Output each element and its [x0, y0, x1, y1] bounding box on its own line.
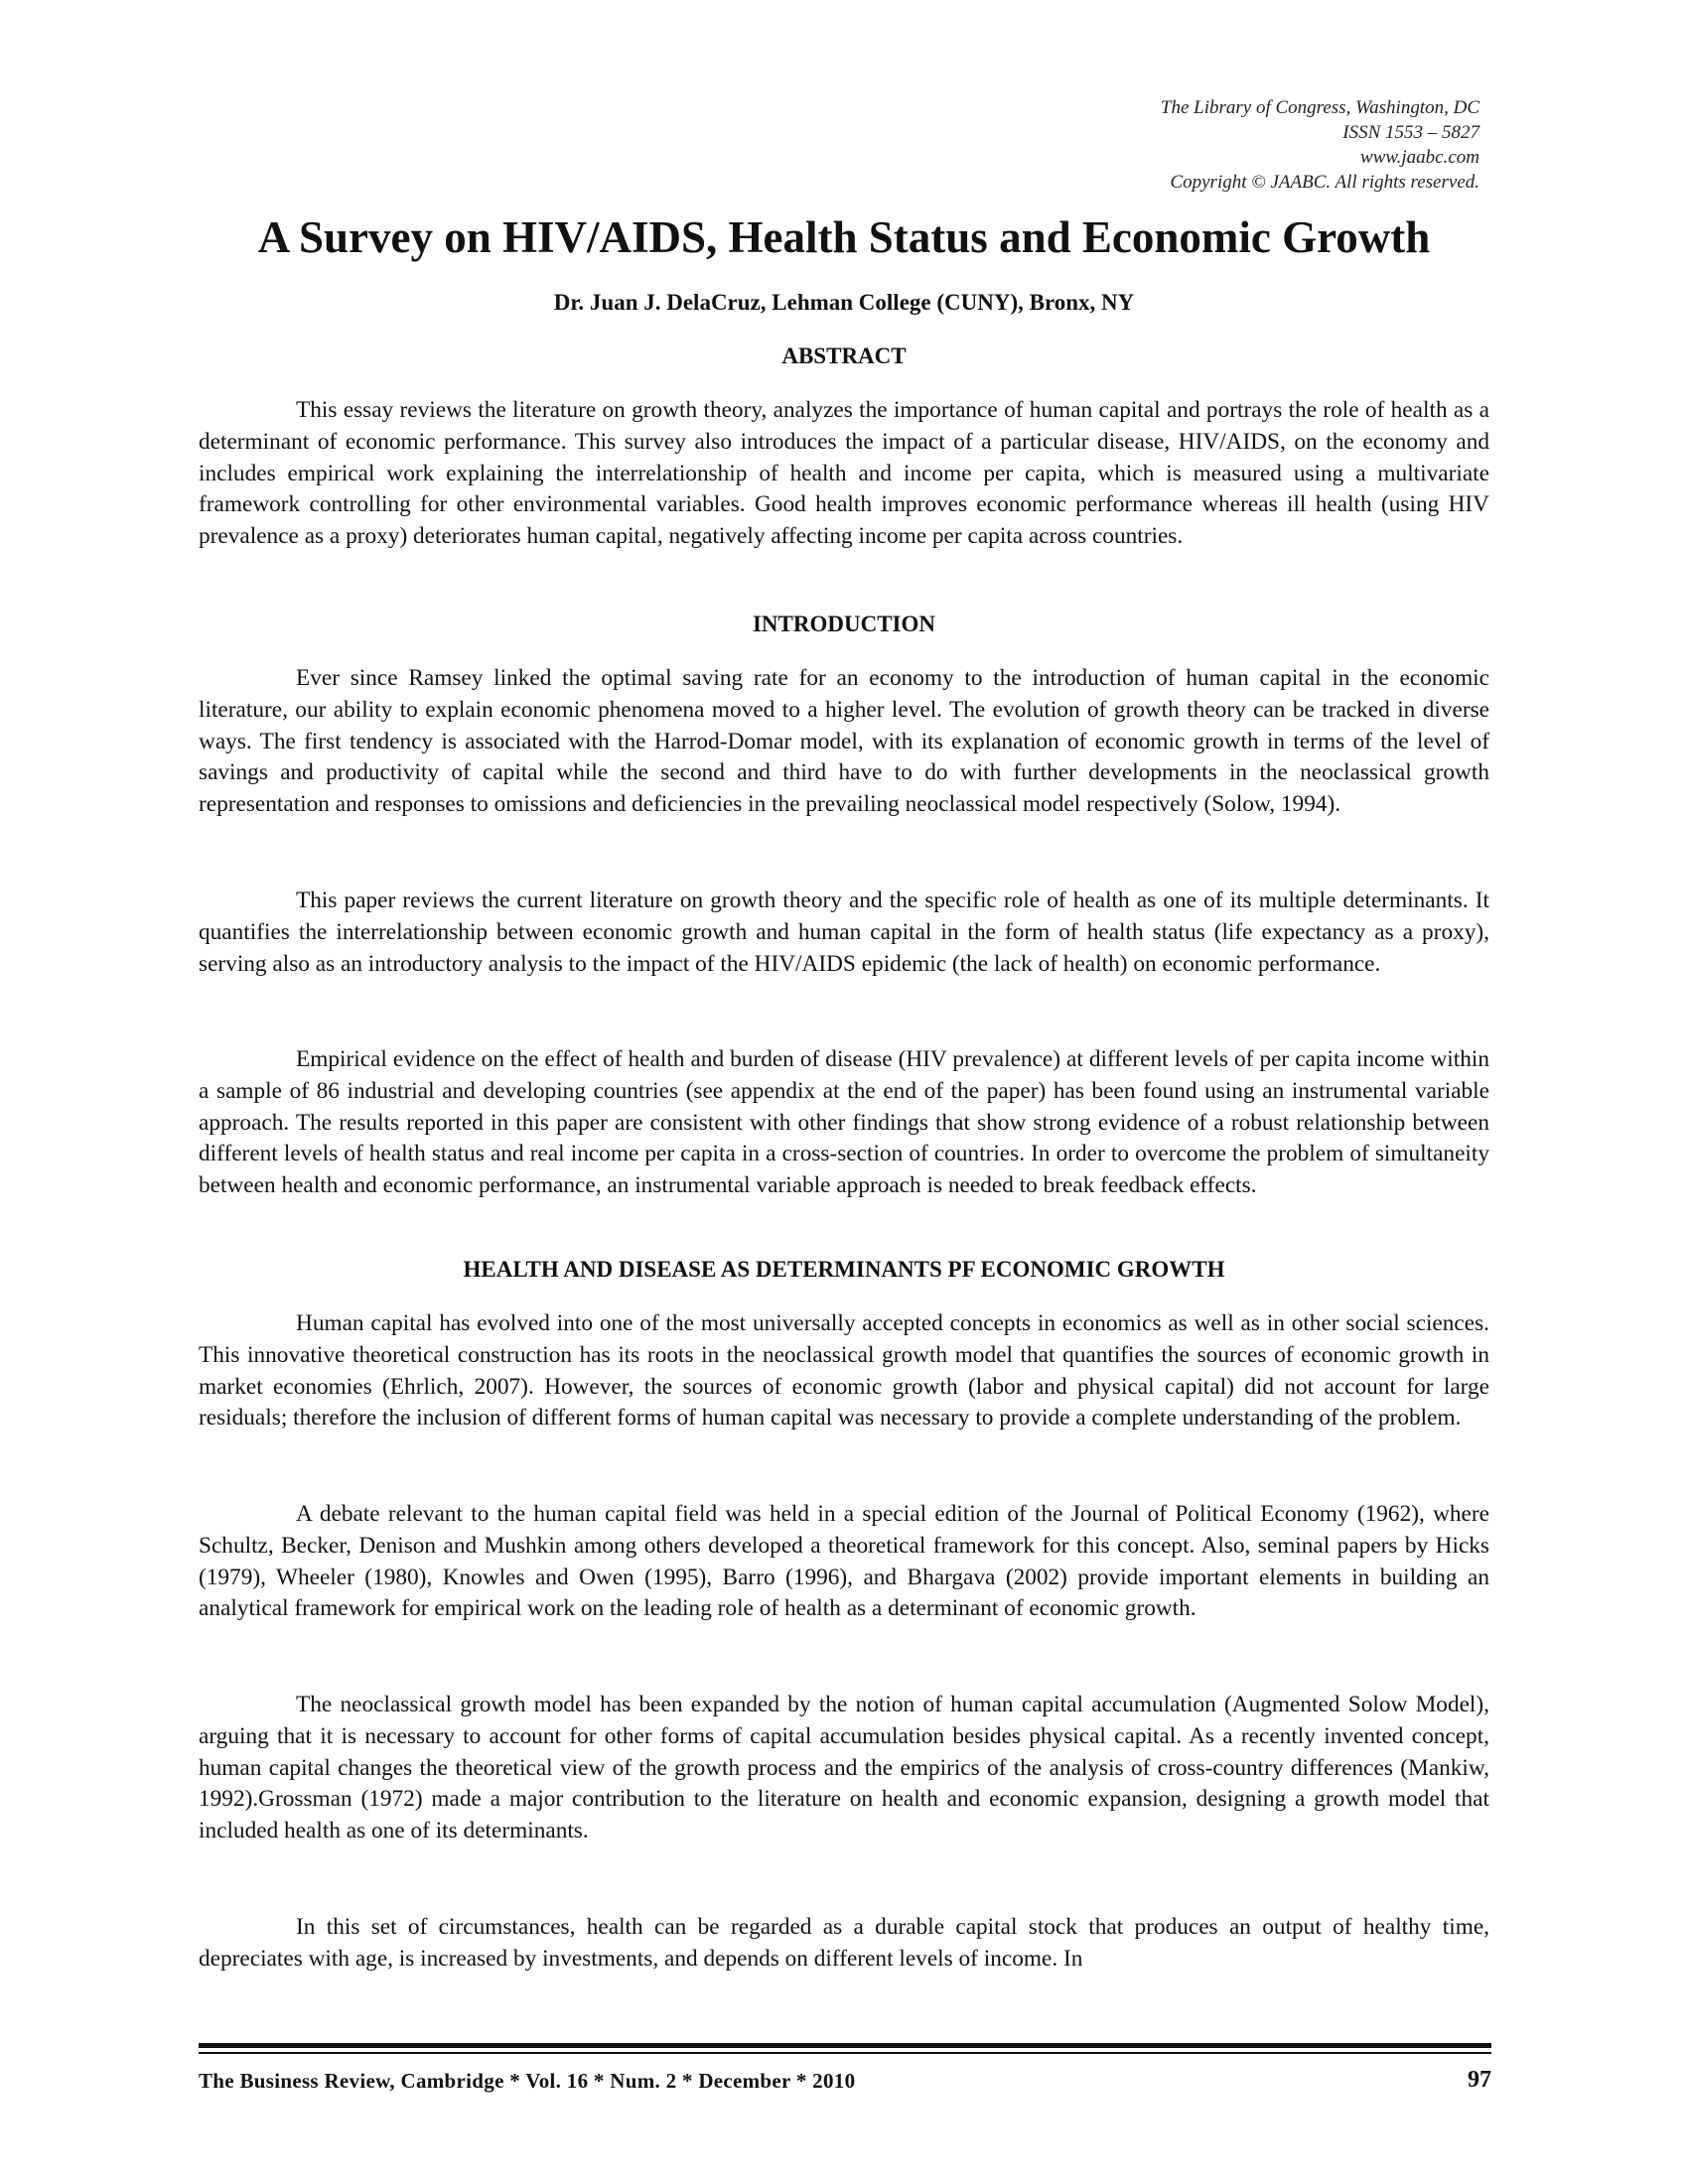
footer-rule-thin: [199, 2052, 1491, 2054]
health-paragraph-2: A debate relevant to the human capital field was held in a special edition of the Journal of Political Economy (1962), where Schultz, Becker, Denison and Mushkin among others developed a theoretical framework for this concept. Also, seminal papers by Hicks (1979), Wheeler (1980), Knowles and Owen (1995), Barro (1996), and Bhargava (2002) provide important elements in building an analytical framework for empirical work on the leading role of health as a determinant of economic growth.: [199, 1501, 1489, 1622]
health-paragraph-1: Human capital has evolved into one of the most universally accepted concepts in economics as well as in other social sciences. This innovative theoretical construction has its roots in the neoclassical growth model that quantifies the sources of economic growth in market economies (Ehrlich, 2007). However, the sources of economic growth (labor and physical capital) did not account for large residuals; therefore the inclusion of different forms of human capital was necessary to provide a complete understanding of the problem.: [199, 1310, 1489, 1432]
abstract-text: This essay reviews the literature on growth theory, analyzes the importance of human capital and portrays the role of health as a determinant of economic performance. This survey also introduces the impact of a particular disease, HIV/AIDS, on the economy and includes empirical work explaining the interrelationship of health and income per capita, which is measured using a multivariate framework controlling for other environmental variables. Good health improves economic performance whereas ill health (using HIV prevalence as a proxy) deteriorates human capital, negatively affecting income per capita across countries.: [199, 397, 1489, 550]
introduction-heading: INTRODUCTION: [752, 612, 936, 636]
website-line: www.jaabc.com: [1360, 147, 1479, 168]
introduction-paragraph-2: This paper reviews the current literature on growth theory and the specific role of health as one of its multiple determinants. It quantifies the interrelationship between economic growth and human capital in the form of health status (life expectancy as a proxy), serving also as an introductory analysis to the impact of the HIV/AIDS epidemic (the lack of health) on economic performance.: [199, 887, 1489, 977]
page-number: 97: [1468, 2067, 1491, 2093]
health-section-heading: HEALTH AND DISEASE AS DETERMINANTS PF ECONOMIC GROWTH: [463, 1257, 1225, 1282]
author-line: Dr. Juan J. DelaCruz, Lehman College (CUNY), Bronx, NY: [553, 290, 1135, 315]
introduction-paragraph-1: Ever since Ramsey linked the optimal saving rate for an economy to the introduction of human capital in the economic literature, our ability to explain economic phenomena moved to a higher level. The evolution of growth theory can be tracked in diverse ways. The first tendency is associated with the Harrod-Domar model, with its explanation of economic growth in terms of the level of savings and productivity of capital while the second and third have to do with further developments in the neoclassical growth representation and responses to omissions and deficiencies in the prevailing neoclassical model respectively (Solow, 1994).: [199, 665, 1489, 818]
paper-title: A Survey on HIV/AIDS, Health Status and Economic Growth: [257, 212, 1431, 262]
footer-rule-thick: [199, 2043, 1491, 2048]
introduction-paragraph-3: Empirical evidence on the effect of health and burden of disease (HIV prevalence) at different levels of per capita income within a sample of 86 industrial and developing countries (see appendix at the end of the paper) has been found using an instrumental variable approach. The results reported in this paper are consistent with other findings that show strong evidence of a robust relationship between different levels of health status and real income per capita in a cross-section of countries. In order to overcome the problem of simultaneity between health and economic performance, an instrumental variable approach is needed to break feedback effects.: [199, 1046, 1489, 1199]
publication-info: [1161, 95, 1479, 195]
health-paragraph-4: In this set of circumstances, health can be regarded as a durable capital stock that produces an output of healthy time, depreciates with age, is increased by investments, and depends on different levels of income. In: [199, 1914, 1489, 1972]
issn-line: ISSN 1553 – 5827: [1342, 122, 1479, 143]
publisher-line: The Library of Congress, Washington, DC: [1160, 97, 1479, 118]
footer-journal-info: The Business Review, Cambridge * Vol. 16 * Num. 2 * December * 2010: [199, 2069, 856, 2093]
health-paragraph-3: The neoclassical growth model has been expanded by the notion of human capital accumulation (Augmented Solow Model), arguing that it is necessary to account for other forms of capital accumulation besides physical capital. As a recently invented concept, human capital changes the theoretical view of the growth process and the empirics of the analysis of cross-country differences (Mankiw, 1992).Grossman (1972) made a major contribution to the literature on health and economic expansion, designing a growth model that included health as one of its determinants.: [199, 1692, 1489, 1844]
abstract-heading: ABSTRACT: [781, 343, 907, 368]
copyright-line: Copyright © JAABC. All rights reserved.: [1170, 172, 1479, 193]
